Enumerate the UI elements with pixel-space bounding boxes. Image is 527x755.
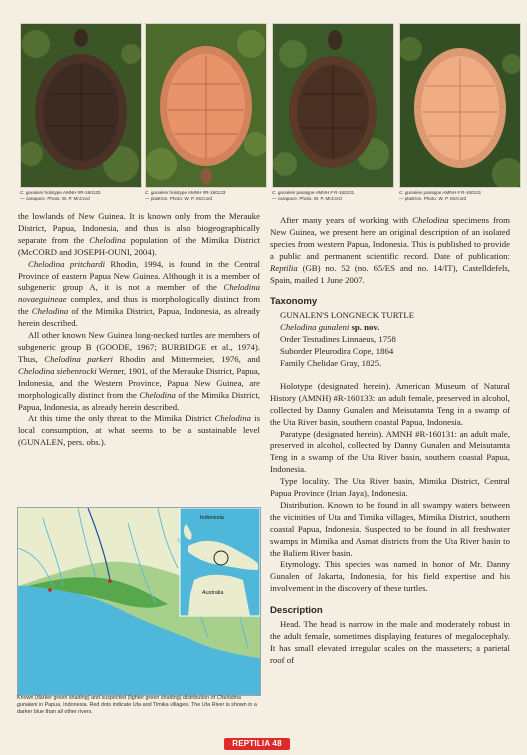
- photo-caption-4: C. gunaleni paratype AMNH # R-160131 — plastron. Photo: W. P. McCord: [399, 190, 482, 201]
- paragraph-threat: At this time the only threat to the Mimika District Chelodina is local consumption, at what seems to be a sustainable level (GUNALEN, pers. obs.).: [18, 413, 260, 448]
- map-label-indonesia: Indonesia: [200, 515, 224, 521]
- paragraph-type-locality: Type locality. The Uta River basin, Mimika District, Central Papua Province (Irian Jaya), Indonesia.: [270, 476, 510, 499]
- description-heading: Description: [270, 605, 323, 617]
- species-name: Chelodina gunaleni sp. nov.: [280, 322, 380, 333]
- turtle-photo-holotype-plastron: [145, 23, 267, 188]
- right-column: [270, 215, 510, 667]
- map-label-australia: Australia: [202, 590, 224, 596]
- photo-caption-2: C. gunaleni holotype AMNH #R-160133 — plastron. Photo: W. P. McCord: [145, 190, 226, 201]
- taxonomy-heading: Taxonomy: [270, 296, 318, 308]
- distribution-map: [17, 507, 261, 696]
- page-footer-badge: REPTILIA 48: [224, 738, 290, 750]
- taxonomy-block: [270, 310, 510, 370]
- left-column: [18, 211, 260, 449]
- paragraph-intro: After many years of working with Chelodina specimens from New Guinea, we present here an original description of an isolated species from western Papua, Indonesia. This is published to provide a public and permanent scientific record. Date of publication: Reptilia (GB) no. 52 (no. 65/ES and no. 14/IT), Castelldefels, Spain, mailed 1 June 2007.: [270, 215, 510, 285]
- paragraph-holotype: Holotype (designated herein). American Museum of Natural History (AMNH) #R-160133: an adult female, preserved in alcohol, collected by Danny Gunalen and Meisutamta Teng in a swamp of the Uta River basin, southern coastal Papua, Indonesia.: [270, 380, 510, 427]
- paragraph-etymology: Etymology. This species was named in honor of Mr. Danny Gunalen of Jakarta, Indonesia, for his field expertise and his involvement in the discovery of these turtles.: [270, 559, 510, 594]
- paragraph-paratype: Paratype (designated herein). AMNH #R-160131: an adult male, preserved in alcohol, collected by Danny Gunalen and Meisutamta Teng in a swamp of the Uta River basin, southern coastal Papua, Indonesia.: [270, 428, 510, 475]
- paragraph-distribution: Distribution. Known to be found in all swampy waters between the vicinities of Uta and Timika villages, Mimika District, southern coastal Papua, Indonesia. Suspected to be found in all freshwater swamps in Mimika and Asmat districts from the Uta River basin to the Baliem River basin.: [270, 499, 510, 558]
- paragraph-lowlands: the lowlands of New Guinea. It is known only from the Merauke District, Papua, Indonesia, and thus is also biogeographically separate from the Chelodina population of the Mimika District (McCORD and JOSEPH-OUNI, 2004).: [18, 211, 261, 257]
- suborder-line: Suborder Pleurodira Cope, 1864: [280, 346, 394, 357]
- turtle-photo-paratype-carapace: [272, 23, 394, 188]
- family-line: Family Chelidae Gray, 1825.: [280, 357, 382, 368]
- paragraph-subgenus-b: All other known New Guinea long-necked turtles are members of subgeneric group B (GOODE, 1967; BURBIDGE et al., 1974). Thus, Chelodina parkeri Rhodin and Mittermeier, 1976, and Chelodina siebenrocki Werner, 1901, of the Merauke District, Papua, Indonesia, and the Western Province, Papua New Guinea, are morphologically distinct from the Chelodina of the Mimika District, Papua, Indonesia, as already herein described.: [18, 330, 260, 412]
- paragraph-pritchardi: Chelodina pritchardi Rhodin, 1994, is found in the Central Province of eastern Papua New Guinea. Although it is a member of subgeneric group A, it is not a member of the Chelodina novaeguineae complex, and thus is morphologically distinct from the Chelodina of the Mimika District, Papua, Indonesia, as already herein described.: [18, 258, 260, 329]
- common-name: GUNALEN'S LONGNECK TURTLE: [280, 310, 415, 321]
- map-caption: Known (darker green shading) and suspected (lighter green shading) distribution of Chelodina gunaleni in Papua, Indonesia. Red dots indicate Uta and Timika villages. The Uta River is shown in a darker blue than all other rivers.: [17, 695, 257, 715]
- turtle-photo-paratype-plastron: [399, 23, 521, 188]
- photo-caption-3: C. gunaleni paratype AMNH # R-160131 — carapace. Photo: W. P. McCord: [272, 190, 355, 201]
- paragraph-head: Head. The head is narrow in the male and moderately robust in the adult female, sometimes displaying features of megalocephaly. It has small elevated irregular scales on the masseters; a parietal roof of: [270, 619, 510, 665]
- order-line: Order Testudines Linnaeus, 1758: [280, 334, 396, 345]
- turtle-photo-holotype-carapace: [20, 23, 142, 188]
- photo-caption-1: C. gunaleni holotype AMNH #R-160133 — carapace. Photo: W. P. McCord: [20, 190, 101, 201]
